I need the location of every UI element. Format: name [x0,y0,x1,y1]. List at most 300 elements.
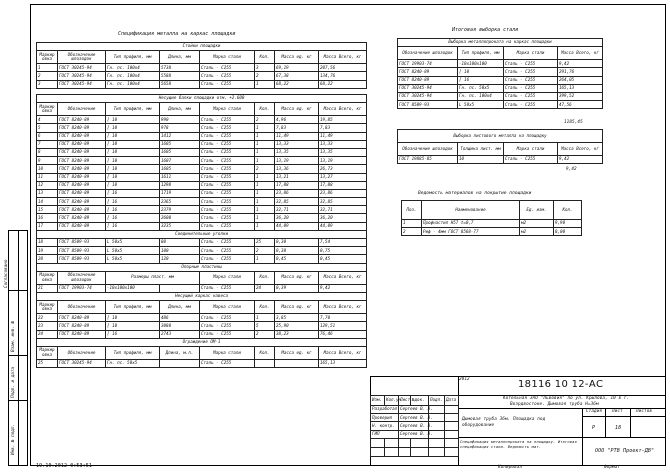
sheet-name: Спецификация металлопроката на площадку. Итоговая спецификация стали. Ведомость мат. [460,439,577,449]
table-cell: ГОСТ 30245-94 [398,92,458,100]
table-cell: 5 [255,322,275,330]
table-cell: Риф - 4мм ГОСТ 8568-77 [422,228,520,236]
table-cell: 8 [37,148,58,156]
table-cell: 17 [37,222,58,230]
table-cell: 5 [37,124,58,132]
table-cell: 2 [37,72,58,80]
table-cell: Сталь - С255 [200,198,255,206]
table-cell: ГОСТ 8240-89 [58,116,106,124]
col-header: Масса Всего, кг [319,51,367,64]
table-cell: 486 [160,314,200,322]
role-header: Подп. [429,396,445,406]
table-cell: 4,96 [275,116,319,124]
table-cell: 1 [255,314,275,322]
col-header: Марка стали [200,103,255,116]
table-cell: 9,90 [554,220,582,228]
stamp-line [605,408,606,437]
company-name: ООО "РТВ Проект-ДВ" [595,448,655,454]
col-header: Масса Всего, кг [558,47,603,60]
col-header: Кол. [554,201,582,220]
table-cell: [ 10 [106,157,160,165]
table-cell: 2 [255,116,275,124]
table-cell: ГОСТ 8240-89 [58,206,106,214]
table-cell: ГОСТ 8240-89 [58,330,106,338]
table-row [37,64,367,72]
table-cell: Сталь - С255 [200,116,255,124]
table-cell: м2 [520,228,554,236]
table-cell: 32,85 [319,198,367,206]
table-cell: Гн. пс. 100х4 [106,80,160,88]
table-cell: Сталь - С255 [200,222,255,230]
table-cell: [ 16 [106,222,160,230]
table-cell: ГОСТ 8509-93 [398,101,458,109]
format-label: Формат [604,465,621,470]
table-cell: 1605 [160,148,200,156]
project-line-1: Котельная ЗАО "Львовия" по ул. Крылова, 10 в г. [503,396,630,401]
table-cell: 8,00 [554,228,582,236]
table-cell: 3 [37,80,58,88]
table-cell: ГОСТ 30245-94 [58,64,106,72]
sheet-metal-total: 9,42 [566,167,577,172]
table-cell: Сталь - С255 [504,76,558,84]
table-row [402,220,582,228]
side-label-inventory: Инв. № подл. [11,423,16,455]
table-cell: 1 [255,214,275,222]
col-header: Марка стали [200,301,255,314]
table-cell: Сталь - С255 [200,189,255,197]
table-row [37,247,367,255]
table-cell: Сталь - С255 [200,247,255,255]
table-cell: Гн. пс. 50х5 [458,84,504,92]
table-cell: ГОСТ 8240-89 [58,173,106,181]
table-cell: [ 16 [106,214,160,222]
table-cell: 2 [255,247,275,255]
table-cell: Гн. пс. 100х4 [458,92,504,100]
table-cell: 1 [255,132,275,140]
table-cell: 23 [37,322,58,330]
table-cell: Сталь - С255 [200,214,255,222]
table-body [37,284,367,292]
table-cell: 13,35 [319,148,367,156]
table-cell: Сталь - С255 [200,239,255,247]
table-cell: ГОСТ 8240-89 [398,76,458,84]
table-row [37,359,367,367]
table-cell: 1 [255,157,275,165]
table-cell: Профнастил Н57 t=0,7 [422,220,520,228]
materials-title: Ведомость материалов на покрытие площадки [418,191,532,196]
table-cell: [ 10 [458,68,504,76]
table-cell: 0,45 [319,255,367,263]
table-cell: ГОСТ 8240-89 [58,189,106,197]
col-header: Длина, мм [160,301,200,314]
col-header: Размеры пласт. мм [106,271,200,284]
col-header: Ед. изм. [520,201,554,220]
table-cell: 1 [37,64,58,72]
table-cell: Сталь - С255 [504,84,558,92]
table-cell: 264,05 [558,76,603,84]
table-cell: 17,88 [275,181,319,189]
table-cell: 24 [255,284,275,292]
table-cell: Сталь - С255 [200,148,255,156]
left-table-title: Спецификация металла на каркас площадки [118,31,236,37]
project-line-2: Возрдвостоке. Дымовая труба Н=36м [510,402,599,407]
steel-summary-table [397,38,603,109]
col-header: Обозначение шпозодок [58,271,106,284]
table-cell: Сталь - С255 [200,359,255,367]
table-cell: L 50х5 [106,239,160,247]
table-cell: 120 [160,255,200,263]
table-cell: 2379 [160,206,200,214]
table-row [37,189,367,197]
table-cell: [ 10 [106,314,160,322]
table-cell: ГОСТ 8240-89 [58,214,106,222]
col-header: Наименование [422,201,520,220]
table-cell: Сталь - С255 [200,255,255,263]
col-header: Марка стали [200,346,255,359]
table-cell: 36,20 [319,214,367,222]
blank-cell [445,438,459,447]
table-cell: L 50х5 [458,101,504,109]
table-cell: L 50х5 [106,247,160,255]
col-header: Длина, мм [160,103,200,116]
stamp-line [458,408,666,409]
table-row [37,148,367,156]
table-cell: 25 [255,239,275,247]
col-header: Кол. [255,301,275,314]
table-cell: 68,22 [319,80,367,88]
table-cell: 20 [37,255,58,263]
table-row [37,330,367,338]
table-cell: 76,46 [319,330,367,338]
table-cell: 67,38 [275,72,319,80]
col-header: Маркир овка [37,301,58,314]
table-row [37,181,367,189]
side-stamp-divider [8,355,28,356]
table-cell: 1607 [160,157,200,165]
right-table-title: Итоговая выборка стали [452,27,519,33]
col-header: Кол. [255,271,275,284]
col-header: Марка стали [200,51,255,64]
table-cell: 19 [37,247,58,255]
col-header: Обозначение шпозодок [398,143,458,156]
role-title: Н. контр. [371,422,399,430]
side-stamp-divider [8,290,28,291]
document-code: 18116 10 12-АС [518,379,604,390]
table-cell: 1 [255,189,275,197]
table-cell: 36,20 [275,214,319,222]
table-cell: ГОСТ 30245-94 [58,72,106,80]
table-cell: 1412 [160,132,200,140]
table-row [37,132,367,140]
table-cell: 17,88 [319,181,367,189]
table-cell: 13,19 [275,157,319,165]
table-body [37,64,367,89]
col-header: Марка стали [504,47,558,60]
table-cell: ГОСТ 8240-89 [58,222,106,230]
table-cell: [ 10 [106,322,160,330]
summary-total: 1185,45 [564,120,583,125]
col-header: Маркир овка [37,346,58,359]
table-cell: [ 10 [106,124,160,132]
table-cell [275,359,319,367]
role-person: Сергеев В. А. [399,406,429,414]
copied-label: Копировал [498,465,523,470]
col-header: Обозначение шпозодок [398,47,458,60]
table-cell: 1 [255,148,275,156]
table-cell: Гн. пс. 100х4 [106,64,160,72]
col-header: Маркир овка [37,103,58,116]
col-header: Тип профиля, мм [106,346,160,359]
col-header: Масса ед. кг [275,301,319,314]
table-row [37,173,367,181]
table-cell: 24 [37,330,58,338]
role-title: Разработал [371,406,399,414]
table-cell: ГОСТ 19903-74 [58,284,106,292]
table-cell: 10 [37,165,58,173]
table-cell: 3235 [160,222,200,230]
date-cell [445,430,459,438]
table-cell: Сталь - С255 [200,140,255,148]
table-cell: 134,76 [319,72,367,80]
table-cell: 0,45 [275,255,319,263]
table-row [402,228,582,236]
table-cell: 13,36 [275,165,319,173]
table-cell: 3,85 [275,314,319,322]
table-cell: ГОСТ 30245-94 [58,359,106,367]
table-row [37,157,367,165]
table-cell: 6 [37,132,58,140]
materials-table [401,200,582,236]
table-cell: Сталь - С255 [504,68,558,76]
role-header: №док. [411,396,429,406]
table-cell: Сталь - С255 [200,64,255,72]
table-row [37,255,367,263]
role-header: Дата [445,396,459,406]
table-cell: 13,33 [319,140,367,148]
side-label-replace: Взам. инв. № [11,320,16,352]
table-cell: Сталь - С255 [200,132,255,140]
table-cell: 32,71 [275,206,319,214]
sheet-value: 18 [615,425,622,431]
table-cell: Сталь - С255 [200,181,255,189]
blank-cell [399,438,411,447]
table-cell: 5658 [160,80,200,88]
table-body [402,220,582,236]
table-cell [160,284,200,292]
table-cell: Сталь - С255 [200,206,255,214]
col-header: Масса ед. кг [275,346,319,359]
table-cell: [ 10 [106,181,160,189]
section-caption: Ограждение ОМ-1 [37,338,367,346]
table-cell: ГОСТ 8240-89 [58,181,106,189]
table-cell: ГОСТ 8240-89 [58,124,106,132]
table-cell: 68,22 [275,80,319,88]
table-cell: 990 [160,116,200,124]
table-row [37,222,367,230]
col-header: Обозначение [58,346,106,359]
table-cell: 1605 [160,165,200,173]
table-row [37,314,367,322]
table-cell: ГОСТ 8509-93 [58,239,106,247]
stage-label: Стадия [586,409,603,414]
table-cell: 7,83 [319,124,367,132]
table-cell: 12 [37,181,58,189]
table-cell: Сталь - С255 [200,157,255,165]
stage-value: Р [592,425,596,431]
table-cell: 23,86 [319,189,367,197]
table-cell: Сталь - С255 [200,314,255,322]
table-cell: 9,42 [558,156,603,164]
table-row [37,140,367,148]
table-cell: 1 [255,222,275,230]
table-cell: 399,52 [558,92,603,100]
section-caption: Стойки площадки [37,43,367,51]
table-body [37,239,367,264]
table-cell: 13,33 [275,140,319,148]
table-cell: [ 16 [106,206,160,214]
col-header: Длина, мм [160,51,200,64]
table-cell: ГОСТ 30245-94 [58,80,106,88]
blank-cell [445,447,459,456]
table-cell: 0,39 [275,284,319,292]
blank-cell [411,447,429,456]
table-cell: 2365 [160,198,200,206]
table-cell: 23,86 [275,189,319,197]
table-row [37,322,367,330]
table-cell: Сталь - С255 [200,330,255,338]
table-cell: 129,51 [319,322,367,330]
table-cell: ГОСТ 8509-93 [58,255,106,263]
table-cell: 165,13 [319,359,367,367]
table-cell: 2 [255,165,275,173]
table-cell: Сталь - С255 [200,80,255,88]
col-header: Длина, м.п. [160,346,200,359]
table-cell: -10х100х100 [458,60,504,68]
table-row [37,214,367,222]
table-cell: 9,42 [558,60,603,68]
col-header: Кол. [255,103,275,116]
date-cell [445,422,459,430]
table-cell: 1298 [160,181,200,189]
role-header: Изм. [371,396,385,406]
table-cell: [ 16 [458,76,504,84]
table-cell: [ 10 [106,116,160,124]
side-stamp-divider [18,230,19,466]
table-body [37,359,367,367]
col-header: Тип профиля, мм [106,51,160,64]
table-cell: ГОСТ 8509-93 [58,247,106,255]
table-cell: 7 [37,140,58,148]
table-cell: 1 [255,255,275,263]
blank-cell [371,438,385,447]
table-cell: 1 [255,206,275,214]
table-cell: 9 [37,157,58,165]
table-row [398,156,603,164]
table-cell: 13 [37,189,58,197]
table-cell: 26,73 [319,165,367,173]
role-header: Лист [399,396,411,406]
table-cell: 2600 [160,214,200,222]
col-header: Масса ед. кг [275,51,319,64]
table-row [37,198,367,206]
table-cell: 3 [255,64,275,72]
blank-cell [385,447,399,456]
table-row [37,206,367,214]
table-cell: 11,49 [319,132,367,140]
table-cell: 15 [37,206,58,214]
table-cell: 69,19 [275,64,319,72]
spec-table-posts [36,42,367,89]
side-label-agreed: Согласовано [4,259,9,288]
side-label-signature: Подп. и дата [11,366,16,398]
col-header: Марка стали [504,143,558,156]
table-cell: 100 [160,247,200,255]
table-cell: [ 10 [106,140,160,148]
table-cell: Сталь - С255 [504,156,558,164]
table-cell: Сталь - С255 [200,124,255,132]
table-cell: 0,38 [275,247,319,255]
col-header: Масса Всего, кг [319,271,367,284]
table-body [398,60,603,109]
table-cell: 5588 [160,72,200,80]
table-cell: 1719 [160,189,200,197]
table-cell: [ 10 [106,173,160,181]
table-cell: 2 [255,72,275,80]
table-body [37,116,367,231]
col-header: Обозначение [58,103,106,116]
col-header: Обозначение шпозодок [58,51,106,64]
table-cell: 207,56 [319,64,367,72]
table-cell: м2 [520,220,554,228]
col-header: Масса ед. кг [275,271,319,284]
blank-cell [411,438,429,447]
blank-cell [399,447,411,456]
table-cell [255,359,275,367]
blank-cell [429,438,445,447]
col-header: Кол. [255,51,275,64]
role-header: Кол.уч [385,396,399,406]
table-cell: 7,54 [319,239,367,247]
section-caption: Соединительные уголки [37,230,367,238]
table-cell: ГОСТ 8240-89 [58,140,106,148]
table-cell: 978 [160,124,200,132]
table-cell: 32,71 [319,206,367,214]
col-header: Марка стали [200,271,255,284]
table-row [37,124,367,132]
col-header: Масса Всего, кг [319,301,367,314]
section-caption: Выборка металлопроката на каркас площадки [398,39,603,47]
table-cell: 1 [402,220,422,228]
table-cell: 32,85 [275,198,319,206]
table-cell: 13,35 [275,148,319,156]
section-caption: Опорные пластины [37,263,367,271]
col-header: Масса ед. кг [275,103,319,116]
table-cell: [ 16 [106,198,160,206]
table-cell: 11,49 [275,132,319,140]
table-cell: 165,13 [558,84,603,92]
col-header: Поз. [402,201,422,220]
table-cell: 9,42 [319,284,367,292]
table-row [37,165,367,173]
table-cell: Сталь - С255 [200,72,255,80]
col-header: Маркир овка [37,271,58,284]
table-cell: ГОСТ 8240-89 [58,148,106,156]
table-cell: ГОСТ 19903-74 [398,60,458,68]
table-cell: ГОСТ 8240-89 [58,157,106,165]
col-header: Обозначение [58,301,106,314]
table-cell: 16 [37,214,58,222]
col-header: Масса Всего, кг [319,103,367,116]
